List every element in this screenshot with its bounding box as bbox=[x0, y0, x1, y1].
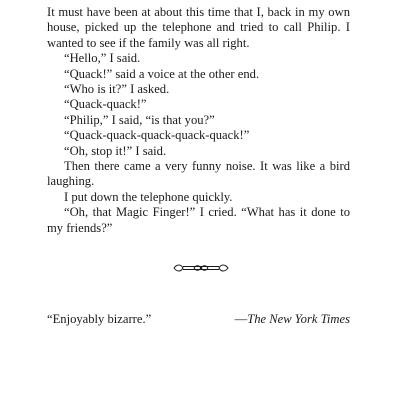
paragraph: “Oh, stop it!” I said. bbox=[64, 143, 167, 158]
review-quote: “Enjoyably bizarre.” bbox=[47, 312, 152, 326]
paragraph: “Hello,” I said. bbox=[64, 51, 141, 66]
paragraph: It must have been at about this time that I, back in my own house, picked up the telephone and tried to call Philip. I wanted to see if the family was all right. bbox=[47, 5, 350, 50]
paragraph: “Quack-quack!” bbox=[64, 97, 147, 112]
paragraph: “Quack-quack-quack-quack-quack!” bbox=[64, 128, 250, 143]
paragraph: Then there came a very funny noise. It was like a bird laughing. bbox=[47, 159, 350, 189]
attribution-dash: — bbox=[234, 312, 248, 326]
review-attribution bbox=[235, 312, 350, 327]
paragraph: I put down the telephone quickly. bbox=[64, 189, 233, 204]
paragraph: “Philip,” I said, “is that you?” bbox=[64, 112, 215, 127]
paragraph: “Who is it?” I asked. bbox=[64, 82, 170, 97]
paragraph: “Quack!” said a voice at the other end. bbox=[64, 66, 260, 81]
decorative-flourish-icon bbox=[172, 262, 230, 274]
paragraph: “Oh, that Magic Finger!” I cried. “What has it done to my friends?” bbox=[47, 205, 350, 235]
review-source: The New York Times bbox=[247, 312, 350, 326]
story-text bbox=[47, 5, 350, 236]
